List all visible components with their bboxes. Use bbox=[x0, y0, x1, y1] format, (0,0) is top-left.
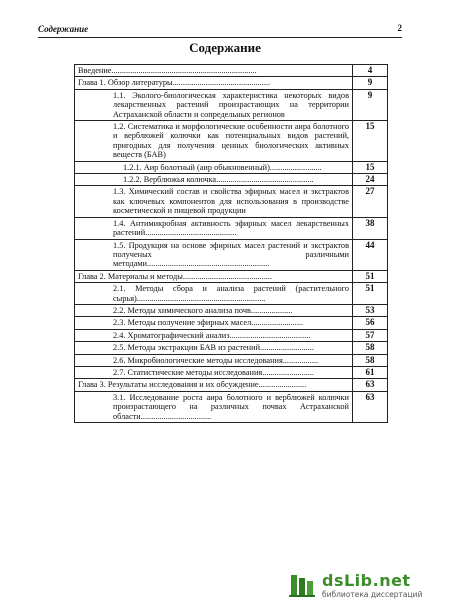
toc-entry-text: 1.1. Эколого-биологическая характеристика некоторых видов лекарственных растений произрастающих на территории Астраханской области и сопредельных регионов bbox=[75, 89, 353, 120]
toc-row bbox=[75, 283, 388, 305]
toc-entry-text: 1.5. Продукция на основе эфирных масел растений и экстрактов полученых различными методами........................................................... bbox=[75, 239, 353, 270]
toc-entry-page: 63 bbox=[353, 379, 388, 391]
toc-row bbox=[75, 121, 388, 162]
toc-entry-text: Глава 1. Обзор литературы............................................... bbox=[75, 77, 353, 89]
toc-row bbox=[75, 270, 388, 282]
toc-row bbox=[75, 65, 388, 77]
toc-row bbox=[75, 217, 388, 239]
toc-entry-page: 63 bbox=[353, 391, 388, 422]
toc-row bbox=[75, 161, 388, 173]
toc-entry-page: 58 bbox=[353, 354, 388, 366]
toc-entry-text: 1.3. Химический состав и свойства эфирных масел и экстрактов как ключевых компонентов для использования в производстве косметической и пищевой продукции bbox=[75, 186, 353, 217]
toc-row bbox=[75, 342, 388, 354]
toc-entry-text: 2.6. Микробиологические методы исследования................. bbox=[75, 354, 353, 366]
toc-entry-page: 56 bbox=[353, 317, 388, 329]
toc-entry-text: 1.2.1. Аир болотный (аир обыкновенный)......................... bbox=[75, 161, 353, 173]
toc-entry-text: Глава 2. Материалы и методы........................................... bbox=[75, 270, 353, 282]
toc-entry-page: 51 bbox=[353, 283, 388, 305]
toc-entry-text: Введение...................................................................... bbox=[75, 65, 353, 77]
toc-row bbox=[75, 304, 388, 316]
toc-entry-page: 38 bbox=[353, 217, 388, 239]
toc-entry-text: 1.2. Систематика и морфологические особенности аира болотного и верблюжей колючки как потенциальных видов растений, пригодных для получения ценных биологических активных веществ (БАВ) bbox=[75, 121, 353, 162]
toc-entry-page: 53 bbox=[353, 304, 388, 316]
watermark-tagline: библиотека диссертаций bbox=[322, 590, 423, 599]
toc-row bbox=[75, 354, 388, 366]
toc-entry-page: 61 bbox=[353, 366, 388, 378]
toc-entry-page: 15 bbox=[353, 121, 388, 162]
toc-row bbox=[75, 379, 388, 391]
running-header bbox=[38, 24, 402, 38]
toc-entry-text: 2.7. Статистические методы исследования......................... bbox=[75, 366, 353, 378]
toc-entry-text: 2.2. Методы химического анализа почв.................... bbox=[75, 304, 353, 316]
toc-row bbox=[75, 317, 388, 329]
table-of-contents bbox=[74, 64, 388, 423]
page-title: Содержание bbox=[189, 40, 261, 55]
toc-row bbox=[75, 174, 388, 186]
toc-entry-text: 3.1. Исследование роста аира болотного и верблюжей колючки произрастающего на различных почвах Астраханской области.................................. bbox=[75, 391, 353, 422]
toc-entry-text: 2.3. Методы получение эфирных масел......................... bbox=[75, 317, 353, 329]
book-stack-icon bbox=[288, 572, 316, 598]
toc-row bbox=[75, 186, 388, 217]
toc-row bbox=[75, 89, 388, 120]
toc-row bbox=[75, 239, 388, 270]
toc-entry-text: 2.5. Методы экстракции БАВ из растений.......................... bbox=[75, 342, 353, 354]
toc-entry-page: 57 bbox=[353, 329, 388, 341]
toc-row bbox=[75, 77, 388, 89]
toc-entry-page: 15 bbox=[353, 161, 388, 173]
toc-entry-page: 27 bbox=[353, 186, 388, 217]
header-page-number: 2 bbox=[397, 23, 402, 33]
toc-row bbox=[75, 329, 388, 341]
toc-row bbox=[75, 391, 388, 422]
toc-entry-page: 9 bbox=[353, 77, 388, 89]
toc-entry-page: 9 bbox=[353, 89, 388, 120]
watermark-brand: dsLib.net bbox=[322, 571, 411, 590]
toc-entry-page: 24 bbox=[353, 174, 388, 186]
toc-entry-text: 2.1. Методы сбора и анализа растений (растительного сырья).............................................................. bbox=[75, 283, 353, 305]
toc-entry-text: 1.2.2. Верблюжья колючка............................................... bbox=[75, 174, 353, 186]
toc-entry-page: 51 bbox=[353, 270, 388, 282]
header-section-title: Содержание bbox=[38, 24, 89, 34]
toc-entry-text: Глава 3. Результаты исследования и их обсуждение....................... bbox=[75, 379, 353, 391]
toc-entry-page: 44 bbox=[353, 239, 388, 270]
toc-entry-page: 4 bbox=[353, 65, 388, 77]
toc-entry-text: 2.4. Хроматографический анализ....................................... bbox=[75, 329, 353, 341]
toc-entry-text: 1.4. Антимикробная активность эфирных масел лекарственных растений............................................ bbox=[75, 217, 353, 239]
toc-row bbox=[75, 366, 388, 378]
toc-entry-page: 58 bbox=[353, 342, 388, 354]
watermark-logo bbox=[288, 572, 438, 600]
